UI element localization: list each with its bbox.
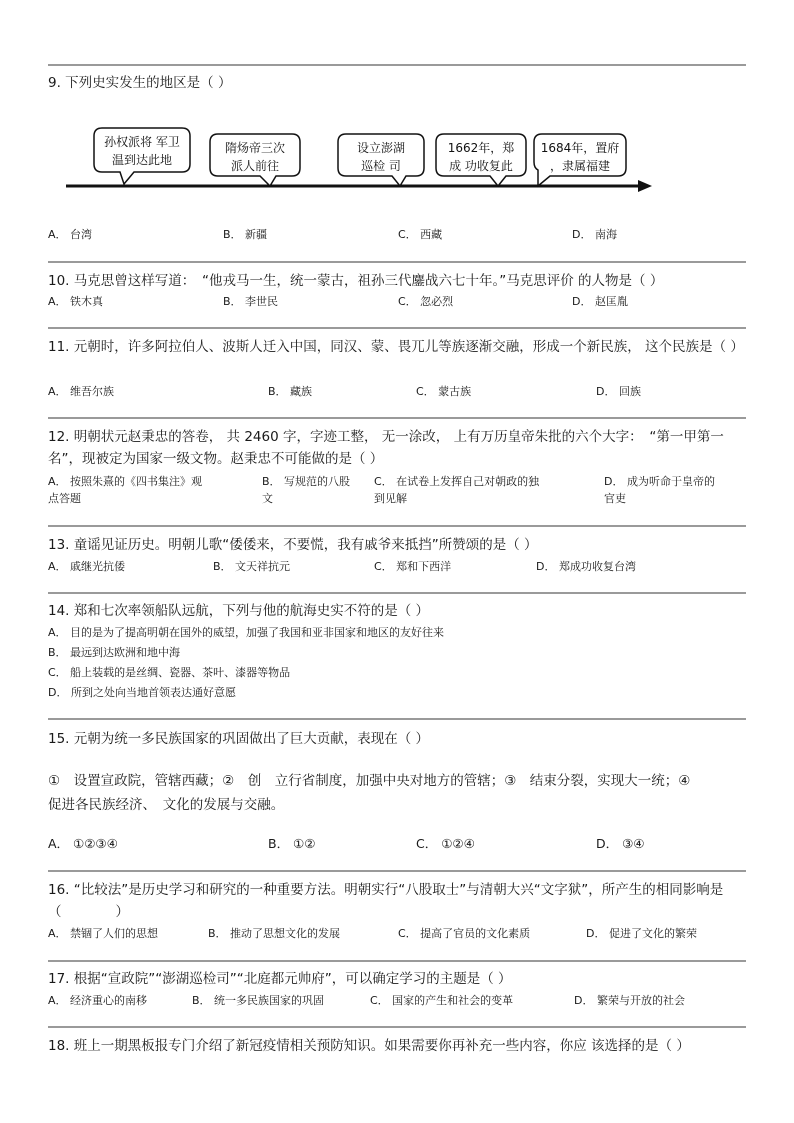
option-d[interactable]: D． 赵匡胤 bbox=[572, 295, 628, 308]
timeline-event-1 bbox=[94, 128, 190, 184]
timeline-event-5-line1: 1684年，置府 bbox=[540, 141, 620, 155]
option-b[interactable]: B． 李世民 bbox=[223, 295, 279, 308]
timeline-event-3-line1: 设立澎湖 bbox=[356, 141, 406, 155]
question-9-stem: 9. 下列史实发生的地区是（ ） bbox=[48, 75, 232, 91]
question-16-options bbox=[48, 925, 748, 943]
option-a[interactable]: A． 戚继光抗倭 bbox=[48, 560, 126, 573]
option-d[interactable]: D． 繁荣与开放的社会 bbox=[574, 994, 685, 1007]
question-13-stem: 13. 童谣见证历史。明朝儿歌“倭倭来，不要慌，我有戚爷来抵挡”所赞颂的是（ ） bbox=[48, 537, 538, 553]
option-d[interactable]: D． 郑成功收复台湾 bbox=[536, 560, 636, 573]
question-17-stem: 17. 根据“宣政院”“澎湖巡检司”“北庭都元帅府”，可以确定学习的主题是（ ） bbox=[48, 971, 512, 987]
question-15-options bbox=[48, 835, 748, 853]
timeline-event-4-line1: 1662年，郑 bbox=[447, 141, 515, 155]
option-c[interactable]: C． 西藏 bbox=[398, 228, 443, 241]
option-a[interactable]: A． 禁锢了人们的思想 bbox=[48, 927, 159, 940]
option-c-line1: C． 在试卷上发挥自己对朝政的独 bbox=[374, 475, 540, 488]
divider bbox=[48, 592, 746, 594]
option-a[interactable]: A． 台湾 bbox=[48, 228, 93, 241]
option-a[interactable]: A． ①②③④ bbox=[48, 836, 118, 851]
option-b[interactable]: B． 推动了思想文化的发展 bbox=[208, 927, 341, 940]
option-c-line2: 到见解 bbox=[374, 492, 407, 505]
option-a[interactable]: A． 经济重心的南移 bbox=[48, 994, 148, 1007]
option-d-line2: 官吏 bbox=[604, 492, 626, 505]
divider bbox=[48, 525, 746, 527]
timeline-event-2 bbox=[210, 134, 300, 186]
option-b[interactable]: B． 新疆 bbox=[223, 228, 268, 241]
question-15-stem: 15. 元朝为统一多民族国家的巩固做出了巨大贡献，表现在（ ） bbox=[48, 731, 430, 747]
option-a-line2: 点答题 bbox=[48, 492, 81, 505]
option-b[interactable]: B． 文天祥抗元 bbox=[213, 560, 291, 573]
divider bbox=[48, 64, 746, 66]
option-c[interactable]: C． ①②④ bbox=[416, 836, 475, 851]
question-17-options bbox=[48, 992, 748, 1010]
option-d[interactable]: D． 促进了文化的繁荣 bbox=[586, 927, 697, 940]
question-9-options bbox=[48, 226, 748, 244]
question-10-options bbox=[48, 293, 748, 311]
option-b[interactable]: B． 统一多民族国家的巩固 bbox=[192, 994, 325, 1007]
question-16-stem: 16. “比较法”是历史学习和研究的一种重要方法。明朝实行“八股取士”与清朝大兴“文字狱”，所产生的相同影响是（ ） bbox=[48, 882, 724, 920]
option-b-line2: 文 bbox=[262, 492, 273, 505]
option-a[interactable] bbox=[48, 473, 248, 507]
timeline-event-2-line1: 隋炀帝三次 bbox=[224, 141, 286, 155]
question-15-items-line2: 促进各民族经济、 文化的发展与交融。 bbox=[48, 797, 285, 813]
divider bbox=[48, 718, 746, 720]
option-c[interactable]: C． 蒙古族 bbox=[416, 385, 472, 398]
timeline-event-3-line2: 巡检 司 bbox=[361, 159, 401, 173]
option-b[interactable] bbox=[262, 473, 372, 507]
question-13-options bbox=[48, 558, 748, 576]
question-10-stem: 10. 马克思曾这样写道： “他戎马一生，统一蒙古，祖孙三代鏖战六七十年。”马克思评价 的人物是（ ） bbox=[48, 273, 664, 289]
question-12-stem: 12. 明朝状元赵秉忠的答卷， 共 2460 字，字迹工整， 无一涂改， 上有万历皇帝朱批的六个大字： “第一甲第一名”，现被定为国家一级文物。赵秉忠不可能做的是（ ） bbox=[48, 429, 724, 467]
question-18-stem: 18. 班上一期黑板报专门介绍了新冠疫情相关预防知识。如果需要你再补充一些内容，你应 该选择的是（ ） bbox=[48, 1038, 690, 1054]
timeline-arrowhead bbox=[638, 180, 652, 192]
timeline-event-5 bbox=[534, 134, 626, 186]
timeline-event-3 bbox=[338, 134, 424, 186]
option-c[interactable]: C． 郑和下西洋 bbox=[374, 560, 452, 573]
option-b[interactable]: B． 藏族 bbox=[268, 385, 313, 398]
divider bbox=[48, 1026, 746, 1028]
option-d[interactable]: D． 所到之处向当地首领表达通好意愿 bbox=[48, 686, 236, 699]
timeline-event-1-line1: 孙权派将 军卫 bbox=[104, 135, 180, 149]
option-d[interactable]: D． ③④ bbox=[596, 836, 645, 851]
option-d-line1: D． 成为听命于皇帝的 bbox=[604, 475, 715, 488]
option-c[interactable]: C． 忽必烈 bbox=[398, 295, 454, 308]
option-d[interactable] bbox=[604, 473, 754, 507]
timeline-event-1-line2: 温到达此地 bbox=[111, 153, 173, 167]
timeline-event-4-line2: 成 功收复此 bbox=[449, 159, 513, 173]
option-b-line1: B． 写规范的八股 bbox=[262, 475, 351, 488]
option-c[interactable] bbox=[374, 473, 594, 507]
option-b[interactable]: B． 最远到达欧洲和地中海 bbox=[48, 646, 181, 659]
divider bbox=[48, 417, 746, 419]
option-a[interactable]: A． 铁木真 bbox=[48, 295, 104, 308]
option-a-line1: A． 按照朱熹的《四书集注》观 bbox=[48, 475, 203, 488]
timeline-event-5-line2: ，隶属福建 bbox=[549, 159, 611, 173]
divider bbox=[48, 870, 746, 872]
divider bbox=[48, 327, 746, 329]
option-c[interactable]: C． 国家的产生和社会的变革 bbox=[370, 994, 514, 1007]
question-15-items-line1: ① 设置宣政院，管辖西藏；② 创 立行省制度，加强中央对地方的管辖；③ 结束分裂，实现大一统；④ bbox=[48, 773, 691, 789]
option-d[interactable]: D． 南海 bbox=[572, 228, 617, 241]
option-a[interactable]: A． 目的是为了提高明朝在国外的威望，加强了我国和亚非国家和地区的友好往来 bbox=[48, 626, 445, 639]
divider bbox=[48, 261, 746, 263]
option-b[interactable]: B． ①② bbox=[268, 836, 316, 851]
question-11-options bbox=[48, 383, 748, 401]
option-c[interactable]: C． 船上装载的是丝绸、瓷器、茶叶、漆器等物品 bbox=[48, 666, 291, 679]
timeline-event-2-line2: 派人前往 bbox=[230, 159, 280, 173]
option-a[interactable]: A． 维吾尔族 bbox=[48, 385, 115, 398]
divider bbox=[48, 960, 746, 962]
question-11-stem: 11. 元朝时，许多阿拉伯人、波斯人迁入中国，同汉、蒙、畏兀儿等族逐渐交融，形成一个新民族， 这个民族是（ ） bbox=[48, 339, 744, 355]
timeline-event-4 bbox=[436, 134, 526, 186]
option-d[interactable]: D． 回族 bbox=[596, 385, 641, 398]
option-c[interactable]: C． 提高了官员的文化素质 bbox=[398, 927, 531, 940]
question-14-stem: 14. 郑和七次率领船队远航，下列与他的航海史实不符的是（ ） bbox=[48, 603, 430, 619]
timeline-diagram bbox=[60, 124, 660, 196]
